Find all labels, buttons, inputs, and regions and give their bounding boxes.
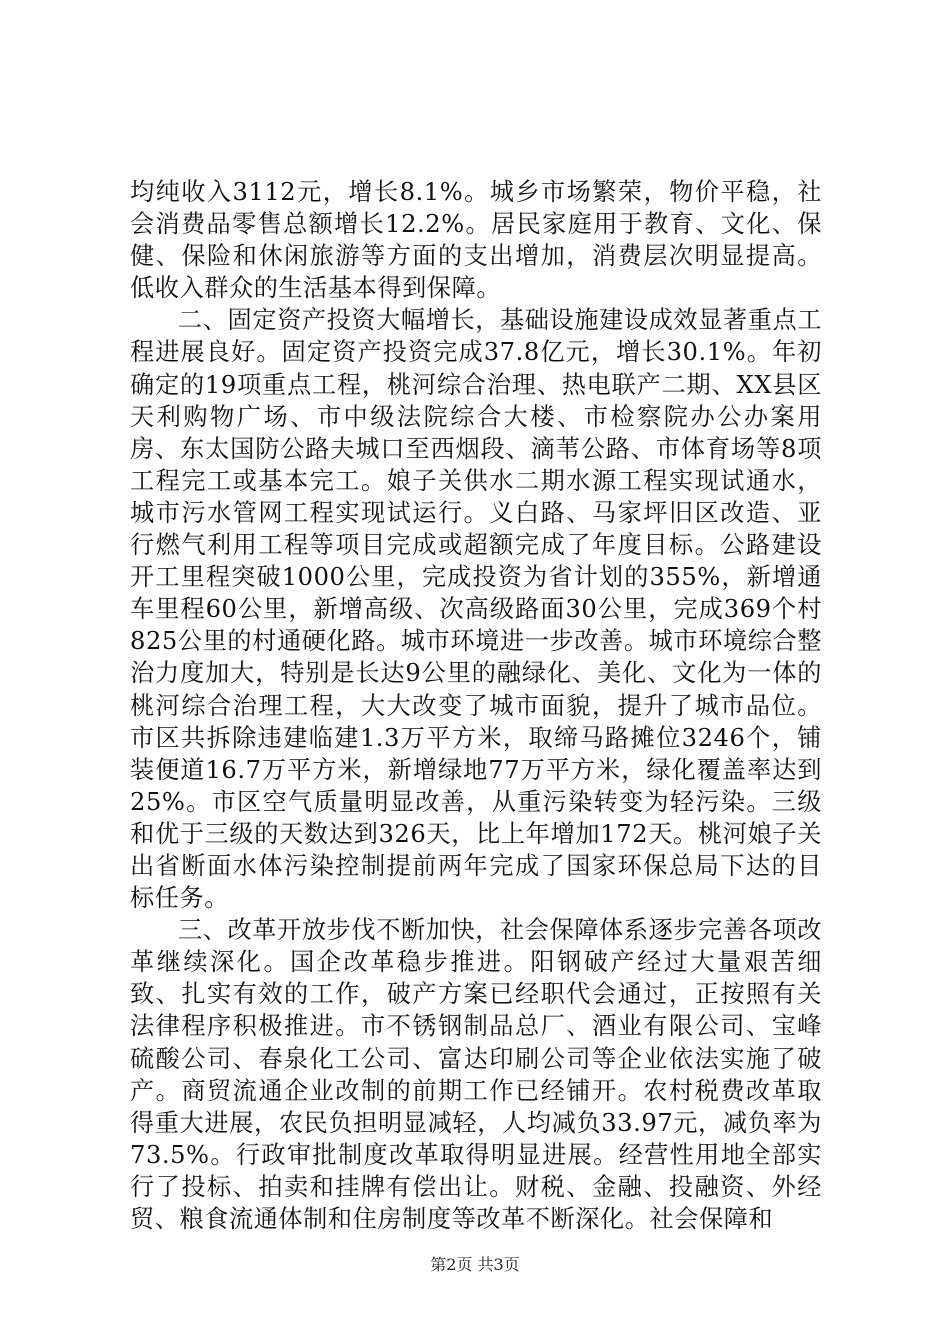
- page-footer: 第2页 共3页: [430, 1255, 520, 1274]
- paragraph-fixed-asset-investment: 二、固定资产投资大幅增长，基础设施建设成效显著重点工程进展良好。固定资产投资完成37.8亿元，增长30.1%。年初确定的19项重点工程，桃河综合治理、热电联产二期、XX县区天利购物广场、市中级法院综合大楼、市检察院办公办案用房、东太国防公路夫城口至西烟段、滴苇公路、市体育场等8项工程完工或基本完工。娘子关供水二期水源工程实现试通水，城市污水管网工程实现试运行。义白路、马家坪旧区改造、亚行燃气利用工程等项目完成或超额完成了年度目标。公路建设开工里程突破1000公里，完成投资为省计划的355%，新增通车里程60公里，新增高级、次高级路面30公里，完成369个村825公里的村通硬化路。城市环境进一步改善。城市环境综合整治力度加大，特别是长达9公里的融绿化、美化、文化为一体的桃河综合治理工程，大大改变了城市面貌，提升了城市品位。市区共拆除违建临建1.3万平方米，取缔马路摊位3246个，铺装便道16.7万平方米，新增绿地77万平方米，绿化覆盖率达到25%。市区空气质量明显改善，从重污染转变为轻污染。三级和优于三级的天数达到326天，比上年增加172天。桃河娘子关出省断面水体污染控制提前两年完成了国家环保总局下达的目标任务。: [130, 306, 822, 913]
- paragraph-income: 均纯收入3112元，增长8.1%。城乡市场繁荣，物价平稳，社会消费品零售总额增长12.2%。居民家庭用于教育、文化、保健、保险和休闲旅游等方面的支出增加，消费层次明显提高。低收入群众的生活基本得到保障。: [130, 178, 822, 303]
- paragraph-reform-opening: 三、改革开放步伐不断加快，社会保障体系逐步完善各项改革继续深化。国企改革稳步推进。阳钢破产经过大量艰苦细致、扎实有效的工作，破产方案已经职代会通过，正按照有关法律程序积极推进。市不锈钢制品总厂、酒业有限公司、宝峰硫酸公司、春泉化工公司、富达印刷公司等企业依法实施了破产。商贸流通企业改制的前期工作已经铺开。农村税费改革取得重大进展，农民负担明显减轻，人均减负33.97元，减负率为73.5%。行政审批制度改革取得明显进展。经营性用地全部实行了投标、拍卖和挂牌有偿出让。财税、金融、投融资、外经贸、粮食流通体制和住房制度等改革不断深化。社会保障和: [130, 916, 822, 1233]
- document-body: [130, 176, 822, 1235]
